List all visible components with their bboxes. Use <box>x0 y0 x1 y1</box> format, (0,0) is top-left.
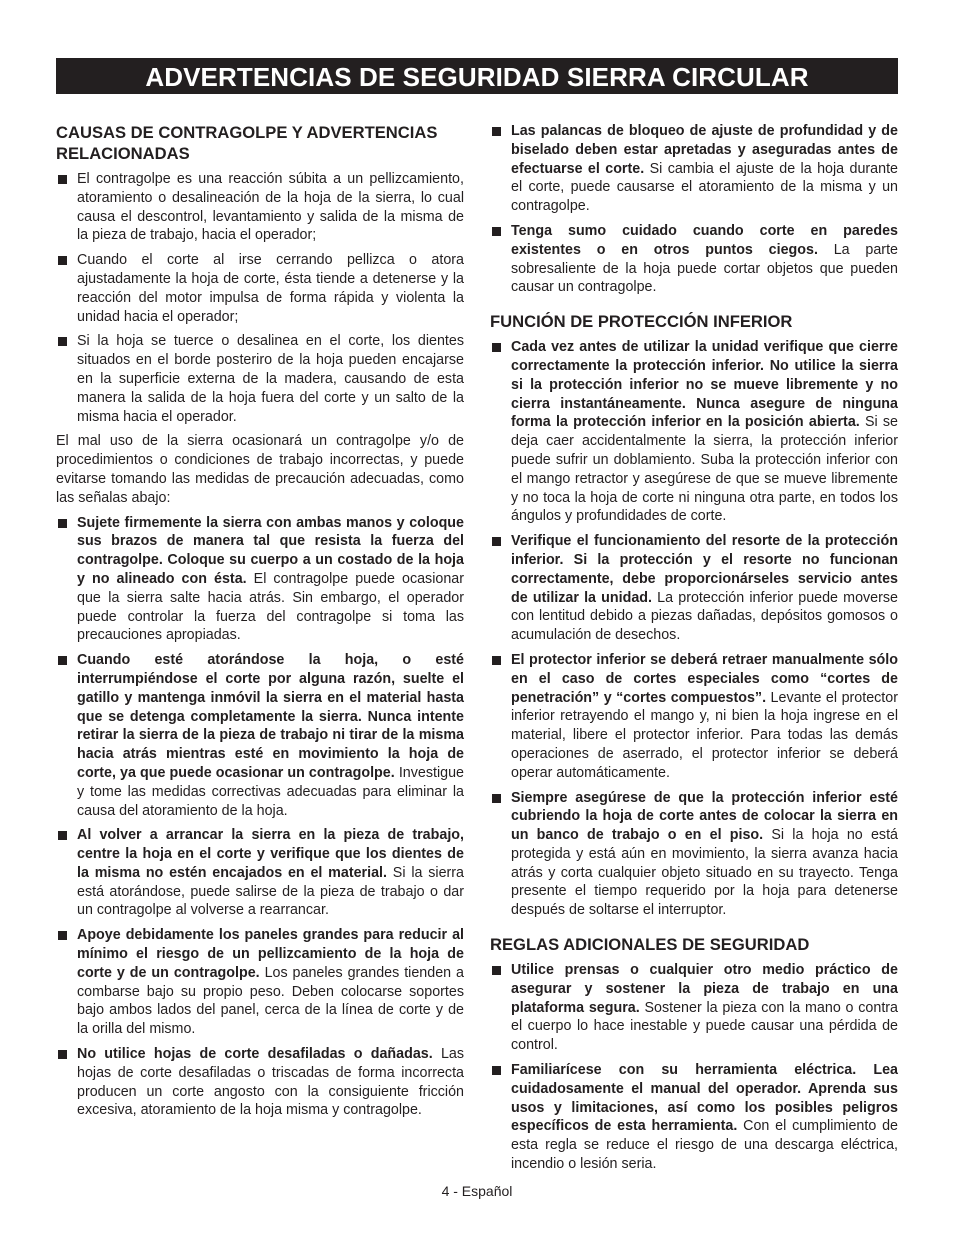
lower-guard-list <box>490 338 898 920</box>
bullet-square-icon <box>58 931 67 940</box>
bullet-square-icon <box>58 175 67 184</box>
bullet-square-icon <box>492 656 501 665</box>
bullet-square-icon <box>492 1066 501 1075</box>
list-item: Las palancas de bloqueo de ajuste de profundidad y de biselado deben estar apretadas y aseguradas antes de efectuarse el corte. Si cambia el ajuste de la hoja durante el corte, puede causarse el atoramiento de la misma y un contragolpe. <box>490 122 898 216</box>
section-heading-kickback: CAUSAS DE CONTRAGOLPE Y ADVERTENCIAS RELACIONADAS <box>56 123 438 163</box>
left-column <box>56 122 464 1126</box>
list-item: Si la hoja se tuerce o desalinea en el corte, los dientes situados en el borde posteriro de la hoja pueden encajarse en la superficie externa de la madera, causando de esta manera la salida de la hoja fuera del corte y un salto de la misma hacia el operador. <box>56 332 464 426</box>
list-item: Sujete firmemente la sierra con ambas manos y coloque sus brazos de manera tal que resista la fuerza del contragolpe. Coloque su cuerpo a un costado de la hoja y no alineado con ésta. El contragolpe puede ocasionar que la sierra salte hacia atrás. Sin embargo, el operador puede controlar la fuerza del contragolpe si toma las precauciones apropiadas. <box>56 514 464 646</box>
list-item: Utilice prensas o cualquier otro medio práctico de asegurar y sostener la pieza de trabajo en una plataforma segura. Sostener la pieza con la mano o contra el cuerpo lo hace inestable y puede causar una pérdida de control. <box>490 961 898 1055</box>
bullet-square-icon <box>492 794 501 803</box>
list-item: Familiarícese con su herramienta eléctrica. Lea cuidadosamente el manual del operador. Aprenda sus usos y limitaciones, así como los posibles peligros específicos de esta herramienta. Con el cumplimiento de esta regla se reduce el riesgo de una descarga eléctrica, incendio o lesión seria. <box>490 1061 898 1174</box>
list-item: Tenga sumo cuidado cuando corte en paredes existentes o en otros puntos ciegos. La parte sobresaliente de la hoja puede cortar objetos que pueden causar un contragolpe. <box>490 222 898 297</box>
list-item: El protector inferior se deberá retraer manualmente sólo en el caso de cortes especiales como “cortes de penetración” y “cortes compuestos”. Levante el protector inferior retrayendo el mango y, ni bien la hoja ingrese en el material, libere el protector inferior. Para todas las demás operaciones de aserrado, el protector inferior se deberá operar automáticamente. <box>490 651 898 783</box>
additional-rules-list <box>490 961 898 1174</box>
bullet-square-icon <box>58 519 67 528</box>
bullet-square-icon <box>492 537 501 546</box>
list-item: Siempre asegúrese de que la protección inferior esté cubriendo la hoja de corte antes de colocar la sierra en un banco de trabajo o en el piso. Si la hoja no está protegida y está aún en movimiento, la sierra avanza hacia atrás y corta cualquier objeto situado en su trayecto. Tenga presente el tiempo requerido por la hoja para detenerse después de soltarse el interruptor. <box>490 789 898 921</box>
bullet-square-icon <box>492 127 501 136</box>
list-item: El contragolpe es una reacción súbita a un pellizcamiento, atoramiento o desalineación de la hoja de la sierra, lo cual causa el descontrol, levantamiento y salida de la misma de la pieza de trabajo, hacia el operador; <box>56 170 464 245</box>
bullet-square-icon <box>58 256 67 265</box>
adjustment-warnings-list <box>490 122 898 297</box>
list-item: Apoye debidamente los paneles grandes para reducir al mínimo el riesgo de un pellizcamiento de la hoja de corte y de un contragolpe. Los paneles grandes tienden a combarse bajo su propio peso. Deben colocarse soportes bajo ambos lados del panel, cerca de la línea de corte y de la orilla del mismo. <box>56 926 464 1039</box>
list-item: Cada vez antes de utilizar la unidad verifique que cierre correctamente la protección inferior. No utilice la sierra si la protección inferior no se mueve libremente y no cierra instantáneamente. Nunca asegure de ninguna forma la protección inferior en la posición abierta. Si se deja caer accidentalmente la sierra, la protección inferior puede sufrir un doblamiento. Suba la protección inferior con el mango retractor y asegúrese de que se mueve libremente y no toca la hoja de corte ni ninguna otra parte, en todos los ángulos y profundidades de corte. <box>490 338 898 526</box>
bullet-square-icon <box>58 656 67 665</box>
kickback-causes-list <box>56 170 464 426</box>
list-item: Cuando esté atorándose la hoja, o esté interrumpiéndose el corte por alguna razón, suelte el gatillo y mantenga inmóvil la sierra en el material hasta que se detenga completamente la sierra. Nunca intente retirar la sierra de la pieza de trabajo ni tirar de la misma hacia atrás mientras esté en movimiento la hoja de corte, ya que puede ocasionar un contragolpe. Investigue y tome las medidas correctivas adecuadas para eliminar la causa del atoramiento de la hoja. <box>56 651 464 820</box>
list-item: Verifique el funcionamiento del resorte de la protección inferior. Si la protección y el resorte no funcionan correctamente, debe proporcionárseles servicio antes de utilizar la unidad. La protección inferior puede moverse con lentitud debido a piezas dañadas, depósitos gomosos o acumulación de desechos. <box>490 532 898 645</box>
page-title: ADVERTENCIAS DE SEGURIDAD SIERRA CIRCULAR <box>56 58 898 94</box>
list-item: Cuando el corte al irse cerrando pellizca o atora ajustadamente la hoja de corte, ésta tiende a detenerse y la reacción del motor impulsa de forma rápida y violenta la unidad hacia el operador; <box>56 251 464 326</box>
list-item: No utilice hojas de corte desafiladas o dañadas. Las hojas de corte desafiladas o triscadas de forma incorrecta producen un corte angosto con la consiguiente fricción excesiva, atoramiento de la hoja misma y contragolpe. <box>56 1045 464 1120</box>
page-footer: 4 - Español <box>441 1183 513 1199</box>
intro-paragraph: El mal uso de la sierra ocasionará un contragolpe y/o de procedimientos o condiciones de trabajo incorrectas, y puede evitarse tomando las medidas de precaución adecuadas, como las señalas abajo: <box>56 433 464 506</box>
list-item: Al volver a arrancar la sierra en la pieza de trabajo, centre la hoja en el corte y verifique que los dientes de la misma no estén encajados en el material. Si la sierra está atorándose, puede salirse de la pieza de trabajo o dar un contragolpe al volverse a rearrancar. <box>56 826 464 920</box>
bullet-square-icon <box>492 343 501 352</box>
section-heading-additional-rules: REGLAS ADICIONALES DE SEGURIDAD <box>490 935 810 955</box>
bullet-square-icon <box>58 337 67 346</box>
kickback-precautions-list <box>56 514 464 1121</box>
section-heading-lower-guard: FUNCIÓN DE PROTECCIÓN INFERIOR <box>490 312 793 332</box>
bullet-square-icon <box>58 831 67 840</box>
bullet-square-icon <box>492 227 501 236</box>
bullet-square-icon <box>492 966 501 975</box>
right-column <box>490 122 898 1180</box>
bullet-square-icon <box>58 1050 67 1059</box>
